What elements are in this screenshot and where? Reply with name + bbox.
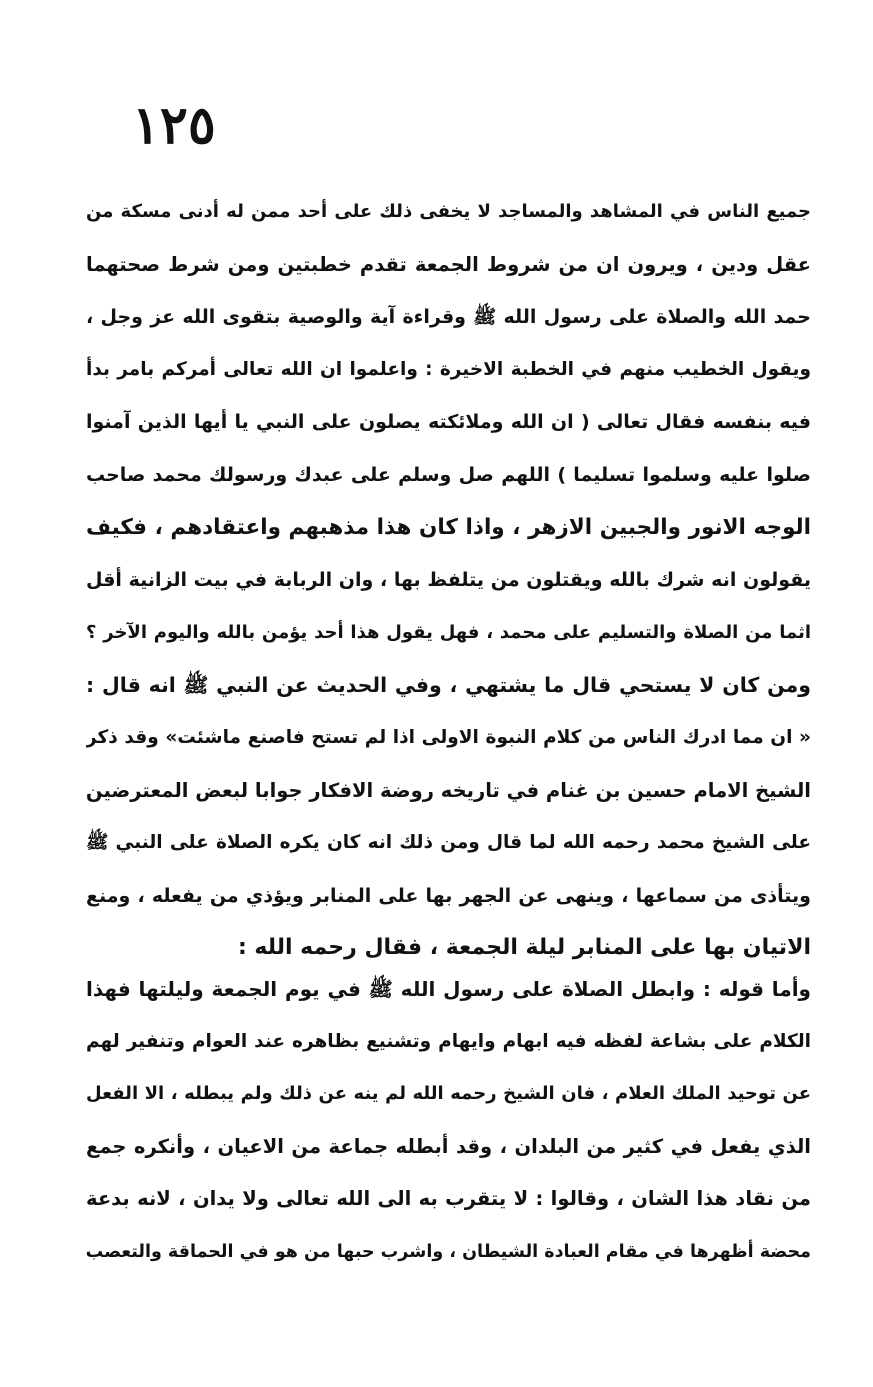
text-line: من نقاد هذا الشان ، وقالوا : لا يتقرب به الى الله تعالى ولا يدان ، لانه بدعة [86,1187,811,1211]
text-line: الشيخ الامام حسين بن غنام في تاريخه روضة الافكار جوابا لبعض المعترضين [86,778,811,802]
text-line: عن توحيد الملك العلام ، فان الشيخ رحمه الله لم ينه عن ذلك ولم يبطله ، الا الفعل [86,1083,811,1105]
paragraph-1 [86,186,811,975]
text-line: الذي يفعل في كثير من البلدان ، وقد أبطله جماعة من الاعيان ، وأنكره جمع [86,1134,811,1158]
text-line: ويقول الخطيب منهم في الخطبة الاخيرة : واعلموا ان الله تعالى أمركم بامر بدأ [86,358,811,380]
paragraph-2 [86,963,811,1279]
text-line: يقولون انه شرك بالله ويقتلون من يتلفظ بها ، وان الربابة في بيت الزانية أقل [86,569,811,592]
text-line: محضة أظهرها في مقام العبادة الشيطان ، واشرب حبها من هو في الحماقة والتعصب [86,1241,811,1262]
text-line: الوجه الانور والجبين الازهر ، واذا كان هذا مذهبهم واعتقادهم ، فكيف [86,514,811,540]
text-line: ويتأذى من سماعها ، وينهى عن الجهر بها على المنابر ويؤذي من يفعله ، ومنع [86,884,811,907]
text-line: الاتيان بها على المنابر ليلة الجمعة ، فقال رحمه الله : [237,935,811,961]
text-line: الكلام على بشاعة لفظه فيه ابهام وايهام وتشنيع بظاهره عند العوام وتنفير لهم [86,1030,811,1052]
text-line: صلوا عليه وسلموا تسليما ) اللهم صل وسلم على عبدك ورسولك محمد صاحب [86,463,811,486]
text-line: « ان مما ادرك الناس من كلام النبوة الاولى اذا لم تستح فاصنع ماشئت» وقد ذكر [86,726,811,748]
text-line: جميع الناس في المشاهد والمساجد لا يخفى ذلك على أحد ممن له أدنى مسكة من [86,201,811,222]
text-line: عقل ودين ، ويرون ان من شروط الجمعة تقدم خطبتين ومن شرط صحتهما [86,252,811,276]
text-line: حمد الله والصلاة على رسول الله ﷺ وقراءة آية والوصية بتقوى الله عز وجل ، [86,306,811,329]
text-line: اثما من الصلاة والتسليم على محمد ، فهل يقول هذا أحد يؤمن بالله واليوم الآخر ؟ [86,621,811,643]
text-line: ومن كان لا يستحي قال ما يشتهي ، وفي الحديث عن النبي ﷺ انه قال : [86,673,811,698]
page-number: ١٢٥ [132,95,216,156]
text-line: وأما قوله : وابطل الصلاة على رسول الله ﷺ في يوم الجمعة وليلتها فهذا [86,977,811,1001]
text-line: فيه بنفسه فقال تعالى ( ان الله وملائكته يصلون على النبي يا أيها الذين آمنوا [86,411,811,434]
text-line: على الشيخ محمد رحمه الله لما قال ومن ذلك انه كان يكره الصلاة على النبي ﷺ [86,832,811,854]
